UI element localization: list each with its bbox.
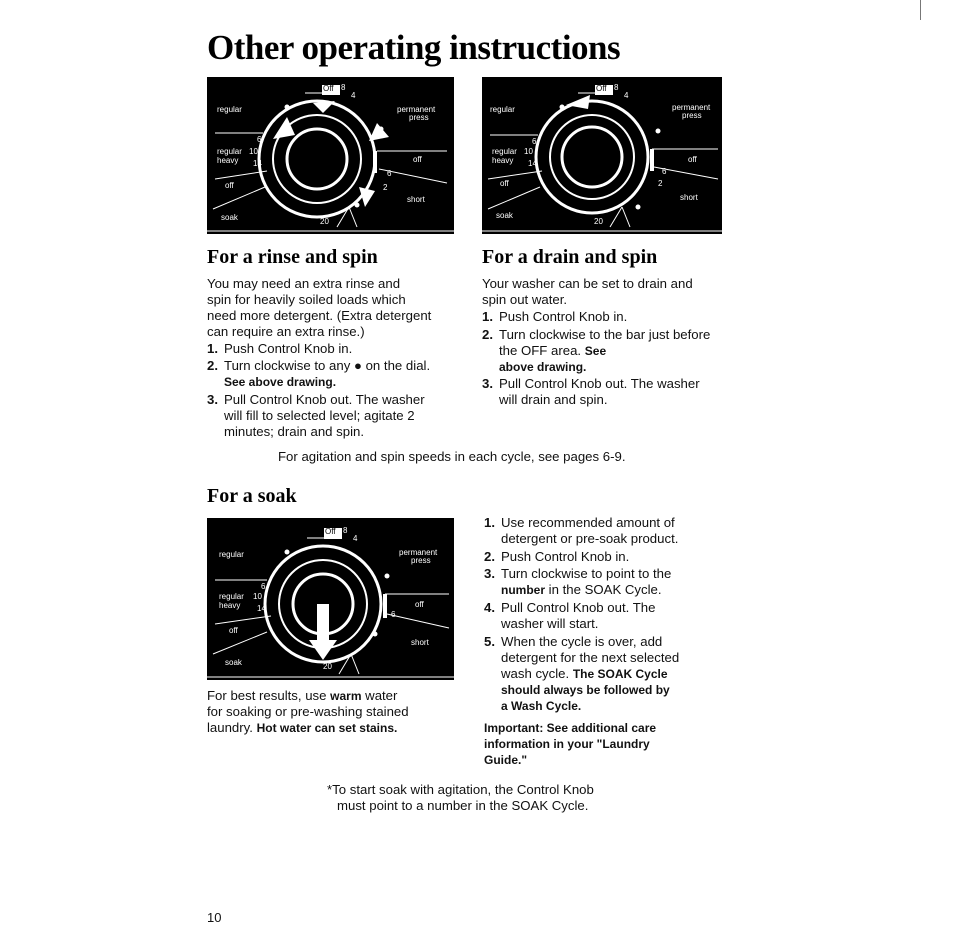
drain-intro (482, 276, 742, 308)
dial-num-6b: 6 (662, 167, 667, 176)
step-text-bold: above drawing. (499, 360, 587, 374)
dial-num-14: 14 (253, 159, 262, 168)
rinse-step-1 (207, 341, 467, 357)
step-text: Push Control Knob in. (499, 309, 628, 324)
rinse-intro-line: You may need an extra rinse and (207, 276, 401, 291)
dial-label-regular-heavy (492, 147, 517, 165)
dial-label-press: press (411, 556, 431, 565)
rinse-heading: For a rinse and spin (207, 246, 378, 268)
dial-num-6b: 6 (387, 169, 392, 178)
step-text (484, 582, 744, 598)
step-text: When the cycle is over, add (501, 634, 663, 649)
step-text-bold: See above drawing. (224, 375, 337, 389)
soak-caption-line: for soaking or pre-washing stained (207, 704, 409, 719)
step-text (482, 343, 742, 359)
dial-label-heavy: heavy (219, 601, 241, 610)
dial-illustration-drain (482, 77, 722, 234)
step-number: 2. (484, 549, 495, 564)
step-number: 1. (482, 309, 493, 324)
dial-label-soak: soak (221, 213, 238, 222)
dial-num-14: 14 (257, 604, 266, 613)
step-text (484, 666, 744, 682)
step-text: Pull Control Knob out. The washer (224, 392, 425, 407)
dial-label-regular-2: regular (492, 147, 517, 156)
dial-label-regular: regular (490, 105, 515, 114)
step-text: detergent or pre-soak product. (501, 531, 679, 546)
soak-step-4 (484, 600, 744, 632)
drain-heading: For a drain and spin (482, 246, 658, 268)
step-text: will fill to selected level; agitate 2 (224, 408, 415, 423)
dial-label-heavy: heavy (492, 156, 514, 165)
step-number: 1. (484, 515, 495, 530)
dial-label-off-left: off (225, 181, 234, 190)
dial-label-short: short (680, 193, 698, 202)
page-title: Other operating instructions (207, 28, 621, 67)
step-text-bold: The SOAK Cycle (572, 667, 668, 681)
margin-mark (920, 0, 921, 20)
soak-step-3 (484, 566, 744, 598)
dial-num-20: 20 (320, 217, 329, 226)
drain-step-1 (482, 309, 742, 325)
dial-num-8: 8 (614, 83, 619, 92)
step-number: 2. (482, 327, 493, 342)
step-text: Pull Control Knob out. The washer (499, 376, 700, 391)
dial-label-short: short (411, 638, 429, 647)
dial-label-press: press (409, 113, 429, 122)
footnote-line: *To start soak with agitation, the Control Knob (327, 782, 594, 797)
dial-num-2: 2 (383, 183, 388, 192)
text-part: laundry. (207, 720, 257, 735)
text-part: water (361, 688, 398, 703)
text-bold: Hot water can set stains. (256, 721, 398, 735)
dial-num-6: 6 (257, 135, 262, 144)
step-number: 2. (207, 358, 218, 373)
step-text-bold: See (584, 344, 607, 358)
step-text-part: the OFF area. (499, 343, 582, 358)
drain-step-2 (482, 327, 742, 375)
dial-label-off-right: off (688, 155, 697, 164)
dial-label-regular: regular (217, 105, 242, 114)
rinse-intro-line: can require an extra rinse.) (207, 324, 365, 339)
soak-step-2 (484, 549, 744, 565)
step-text-bold: number (501, 583, 546, 597)
drain-intro-line: Your washer can be set to drain and (482, 276, 693, 291)
step-text: Turn clockwise to the bar just before (499, 327, 711, 342)
dial-label-heavy: heavy (217, 156, 239, 165)
drain-intro-line: spin out water. (482, 292, 568, 307)
dial-label-press: press (682, 111, 702, 120)
dial-label-regular-heavy (219, 592, 244, 610)
dial-label-soak: soak (496, 211, 513, 220)
rinse-intro-line: need more detergent. (Extra detergent (207, 308, 432, 323)
dial-label-regular: regular (219, 550, 244, 559)
drain-step-3 (482, 376, 742, 408)
step-text-part: wash cycle. (501, 666, 573, 681)
dial-num-4: 4 (624, 91, 629, 100)
step-number: 3. (484, 566, 495, 581)
page-number: 10 (207, 910, 222, 925)
dial-num-8: 8 (343, 526, 348, 535)
dial-label-regular-2: regular (217, 147, 242, 156)
dial-num-20: 20 (323, 662, 332, 671)
step-text: Push Control Knob in. (501, 549, 630, 564)
dial-label-off-left: off (229, 626, 238, 635)
soak-footnote (327, 782, 594, 814)
dial-illustration-rinse (207, 77, 454, 234)
dial-num-6: 6 (261, 582, 266, 591)
important-line: Important: See additional care (484, 721, 657, 735)
agitation-note: For agitation and spin speeds in each cycle, see pages 6-9. (278, 449, 626, 464)
dial-label-off-right: off (413, 155, 422, 164)
soak-caption (207, 688, 467, 736)
dial-label-permanent: permanent (672, 103, 711, 112)
rinse-step-2 (207, 358, 467, 390)
dial-off-box: Off (323, 84, 334, 93)
dial-num-2: 2 (658, 179, 663, 188)
dial-label-regular-2: regular (219, 592, 244, 601)
step-text: Pull Control Knob out. The (501, 600, 656, 615)
step-text: will drain and spin. (499, 392, 608, 407)
step-text: Push Control Knob in. (224, 341, 353, 356)
step-number: 4. (484, 600, 495, 615)
dial-label-off-left: off (500, 179, 509, 188)
step-text-part: in the SOAK Cycle. (545, 582, 662, 597)
dial-num-20: 20 (594, 217, 603, 226)
dial-num-10: 10 (524, 147, 533, 156)
dial-label-regular-heavy (217, 147, 242, 165)
dial-num-14: 14 (528, 159, 537, 168)
soak-caption-line (207, 688, 467, 704)
dial-label-soak: soak (225, 658, 242, 667)
dial-num-6: 6 (532, 137, 537, 146)
dial-label-off-right: off (415, 600, 424, 609)
dial-off-box: Off (596, 84, 607, 93)
dial-num-10: 10 (253, 592, 262, 601)
step-text: detergent for the next selected (501, 650, 680, 665)
footnote-line: must point to a number in the SOAK Cycle. (337, 798, 589, 813)
step-number: 5. (484, 634, 495, 649)
step-text: Use recommended amount of (501, 515, 675, 530)
dial-num-4: 4 (353, 534, 358, 543)
dial-num-10: 10 (249, 147, 258, 156)
soak-caption-line (207, 720, 467, 736)
dial-illustration-soak (207, 518, 454, 680)
dial-off-box: Off (325, 527, 336, 536)
rinse-intro (207, 276, 467, 340)
step-text: Turn clockwise to point to the (501, 566, 672, 581)
dial-num-4: 4 (351, 91, 356, 100)
dial-num-8: 8 (341, 83, 346, 92)
rinse-step-3 (207, 392, 467, 440)
important-line: information in your "Laundry (484, 737, 650, 751)
soak-step-5 (484, 634, 744, 714)
step-text: minutes; drain and spin. (224, 424, 365, 439)
important-line: Guide." (484, 753, 528, 767)
step-text: Turn clockwise to any ● on the dial. (224, 358, 431, 373)
important-note (484, 720, 744, 768)
dial-label-permanent: permanent (397, 105, 436, 114)
dial-label-permanent: permanent (399, 548, 438, 557)
dial-label-short: short (407, 195, 425, 204)
text-bold: warm (330, 689, 362, 703)
dial-num-6b: 6 (391, 610, 396, 619)
step-text-bold: should always be followed by (501, 683, 670, 697)
step-number: 1. (207, 341, 218, 356)
soak-step-1 (484, 515, 744, 547)
step-number: 3. (207, 392, 218, 407)
step-text: washer will start. (501, 616, 599, 631)
soak-heading: For a soak (207, 485, 297, 507)
step-text-bold: a Wash Cycle. (501, 699, 582, 713)
step-number: 3. (482, 376, 493, 391)
text-part: For best results, use (207, 688, 331, 703)
rinse-intro-line: spin for heavily soiled loads which (207, 292, 406, 307)
